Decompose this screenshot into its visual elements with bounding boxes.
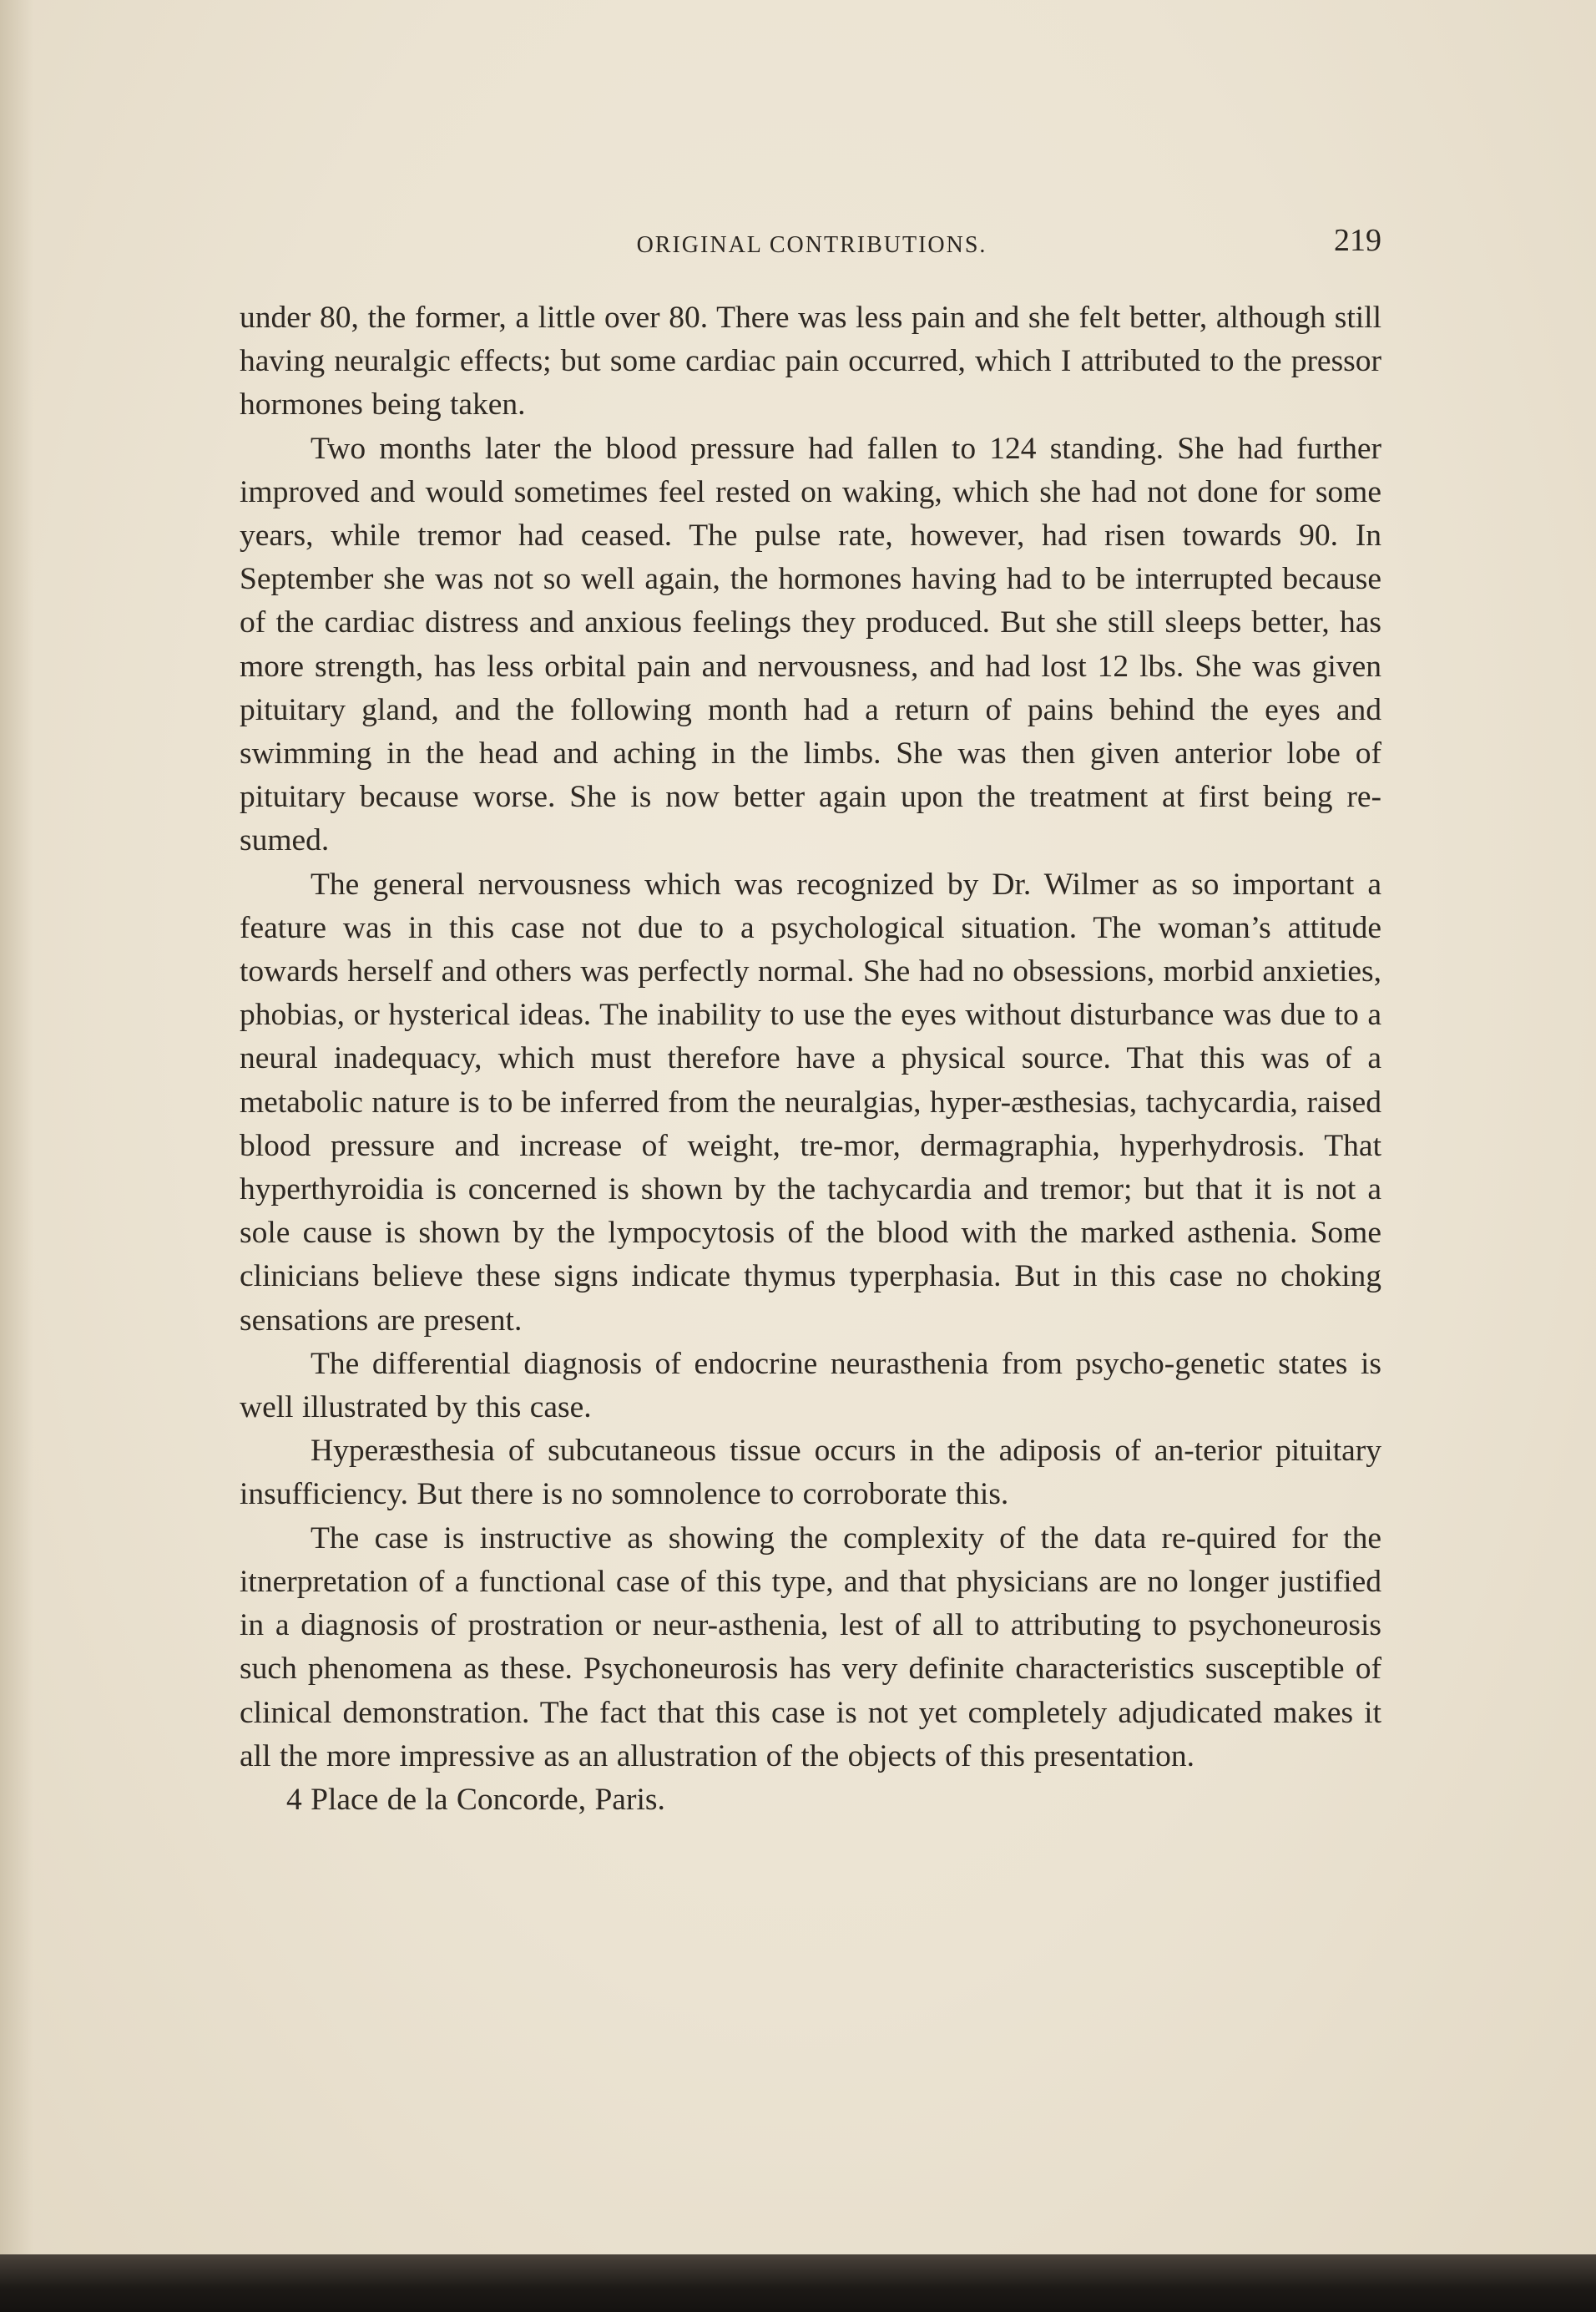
paragraph-conclusion: The case is instructive as showing the complexity of the data re-quired for the itnerpretation of a functional case of this type, and that physicians are no longer justified in a diagnosis of prostration or neur-asthenia, lest of all to attributing to psychoneurosis such phenomena as these. Psychoneurosis has very definite characteristics susceptible of clinical demonstration. The fact that this case is not yet completely adjudicated makes it all the more impressive as an allustration of the objects of this presentation. [240,1520,1381,1773]
running-head: ORIGINAL CONTRIBUTIONS. [636,232,987,258]
paragraph-blood-pressure: Two months later the blood pressure had fallen to 124 standing. She had further improved and would sometimes feel rested on waking, which she had not done for some years, while tremor had ceased. The pulse rate, however, had risen towards 90. In September she was not so well again, the hormones having had to be interrupted because of the cardiac distress and anxious feelings they produced. But she still sleeps better, has more strength, has less orbital pain and nervousness, and had lost 12 lbs. She was given pituitary gland, and the following month had a return of pains behind the eyes and swimming in the head and aching in the limbs. She was then given anterior lobe of pituitary because worse. She is now better again upon the treatment at first being re-sumed. [240,431,1381,858]
scan-bottom-edge [0,2254,1596,2312]
page-gutter-shadow [0,0,33,2312]
paragraph-differential-diagnosis: The differential diagnosis of endocrine neurasthenia from psycho-genetic states is well illustrated by this case. [240,1346,1381,1425]
paragraph-hyperaesthesia: Hyperæsthesia of subcutaneous tissue occurs in the adiposis of an-terior pituitary insufficiency. But there is no somnolence to corroborate this. [240,1434,1381,1512]
page-header [242,217,1381,267]
author-address: 4 Place de la Concorde, Paris. [286,1782,665,1817]
paragraph-nervousness: The general nervousness which was recognized by Dr. Wilmer as so important a feature was in this case not due to a psychological situation. The woman’s attitude towards herself and others was perfectly normal. She had no obsessions, morbid anxieties, phobias, or hysterical ideas. The inability to use the eyes without disturbance was due to a neural inadequacy, which must therefore have a physical source. That this was of a metabolic nature is to be inferred from the neuralgias, hyper-æsthesias, tachycardia, raised blood pressure and increase of weight, tre-mor, dermagraphia, hyperhydrosis. That hyperthyroidia is concerned is shown by the tachycardia and tremor; but that it is not a sole cause is shown by the lympocytosis of the blood with the marked asthenia. Some clinicians believe these signs indicate thymus typerphasia. But in this case no choking sensations are present. [240,867,1381,1338]
body-text [240,296,1381,1822]
paragraph-continued: under 80, the former, a little over 80. There was less pain and she felt better, although still having neuralgic effects; but some cardiac pain occurred, which I attributed to the pressor hormones being taken. [240,301,1381,422]
page-number: 219 [1334,223,1381,258]
